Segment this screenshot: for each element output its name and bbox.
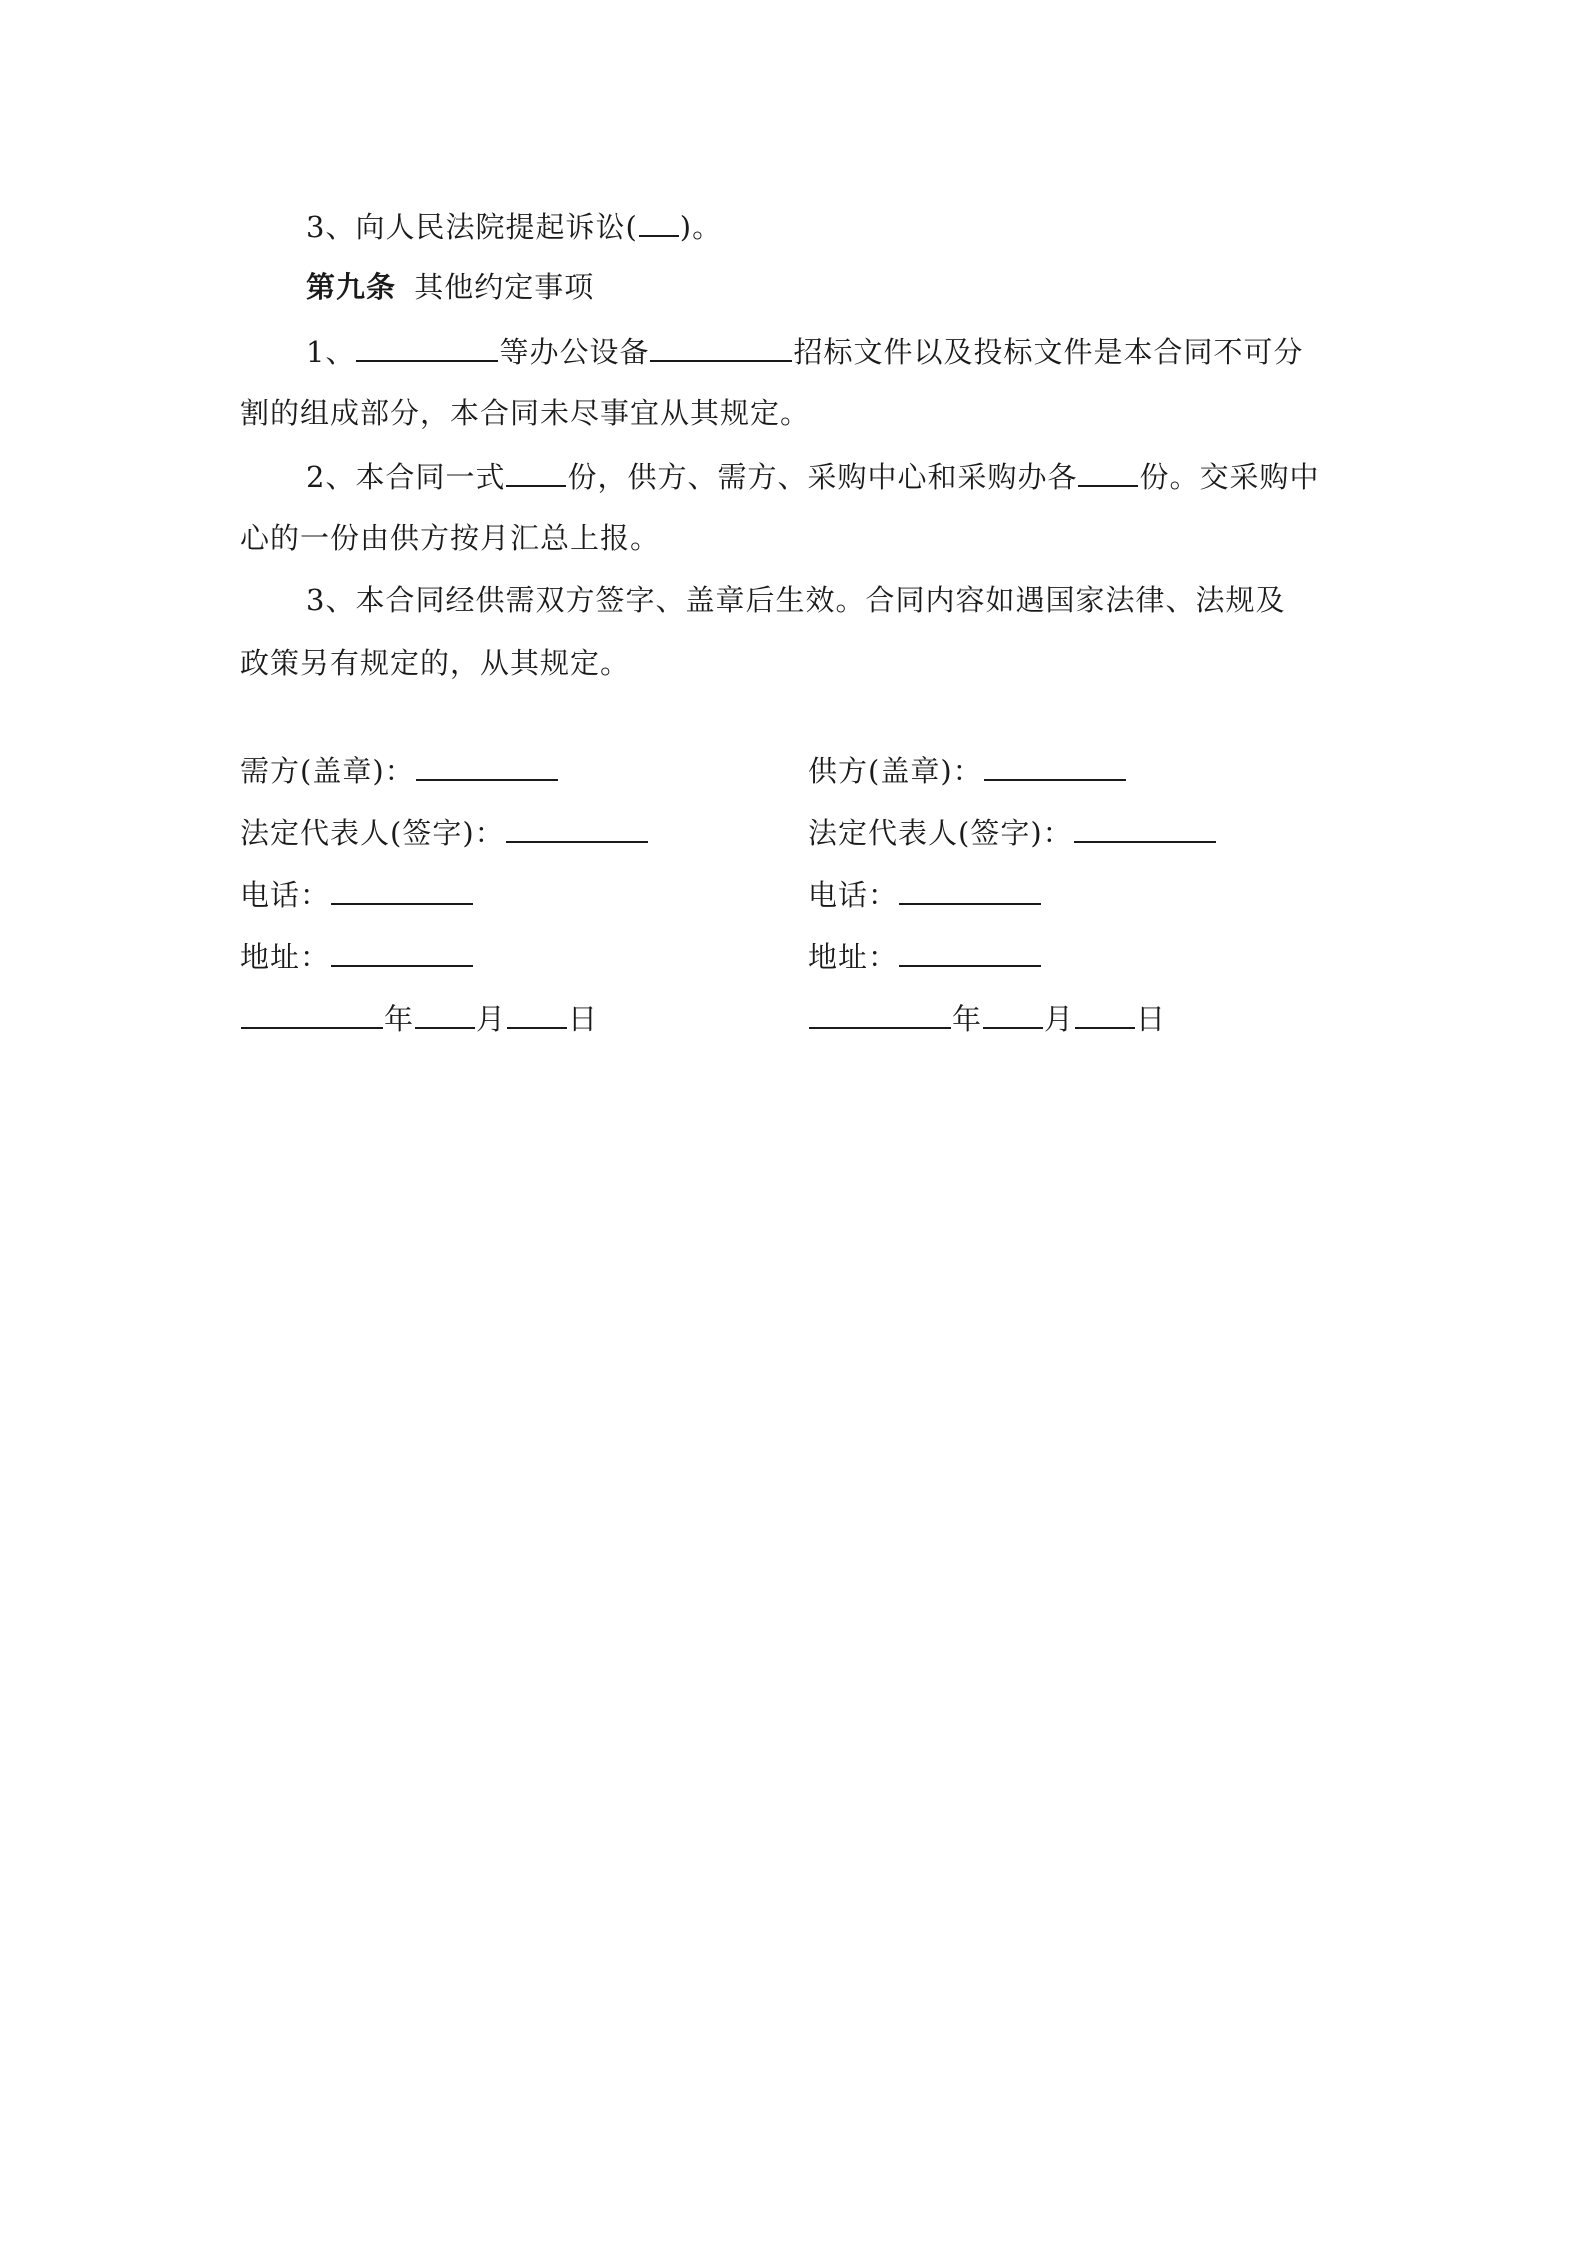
- clause9-item2-line1: [306, 455, 1319, 497]
- signature-field[interactable]: [506, 811, 648, 843]
- clause9-item3-line1: 3、本合同经供需双方签字、盖章后生效。合同内容如遇国家法律、法规及: [306, 583, 1286, 617]
- clause9-item1-tail: 招标文件以及投标文件是本合同不可分: [793, 335, 1304, 369]
- left-rep-label: 法定代表人(签字)：: [240, 816, 505, 850]
- year-field[interactable]: [809, 997, 951, 1029]
- left-phone-row: [240, 873, 474, 915]
- blank-field[interactable]: [1078, 455, 1138, 487]
- clause9-item2-mid: 份，供方、需方、采购中心和采购办各: [567, 460, 1078, 494]
- clause9-title: 其他约定事项: [414, 270, 595, 304]
- clause9-item2-line2: 心的一份由供方按月汇总上报。: [240, 521, 661, 555]
- signature-field[interactable]: [1074, 811, 1216, 843]
- right-phone-row: [808, 873, 1042, 915]
- day-field[interactable]: [1075, 997, 1135, 1029]
- right-seal-label: 供方(盖章)：: [808, 754, 983, 788]
- address-field[interactable]: [899, 935, 1041, 967]
- right-seal-row: [808, 749, 1127, 791]
- right-address-row: [808, 935, 1042, 977]
- left-rep-row: [240, 811, 649, 853]
- clause8-item3: [306, 205, 722, 247]
- right-date-row: [808, 997, 1166, 1039]
- left-date-row: [240, 997, 598, 1039]
- month-field[interactable]: [415, 997, 475, 1029]
- clause9-item1-mid: 等办公设备: [499, 335, 650, 369]
- clause8-item3-prefix: 3、向人民法院提起诉讼(: [306, 210, 638, 244]
- clause9-heading-row: [306, 267, 594, 307]
- left-phone-label: 电话：: [240, 878, 331, 912]
- right-year-label: 年: [952, 1002, 983, 1036]
- day-field[interactable]: [507, 997, 567, 1029]
- clause9-heading: 第九条: [306, 270, 397, 304]
- left-address-label: 地址：: [240, 940, 331, 974]
- clause9-item1-line1: [306, 330, 1303, 372]
- month-field[interactable]: [983, 997, 1043, 1029]
- clause9-item2-prefix: 2、本合同一式: [306, 460, 506, 494]
- blank-field[interactable]: [356, 330, 498, 362]
- signature-field[interactable]: [984, 749, 1126, 781]
- right-rep-label: 法定代表人(签字)：: [808, 816, 1073, 850]
- blank-field[interactable]: [639, 205, 679, 237]
- signature-field[interactable]: [416, 749, 558, 781]
- clause8-item3-suffix: )。: [679, 210, 723, 244]
- phone-field[interactable]: [899, 873, 1041, 905]
- blank-field[interactable]: [650, 330, 792, 362]
- left-day-label: 日: [568, 1002, 599, 1036]
- blank-field[interactable]: [506, 455, 566, 487]
- right-rep-row: [808, 811, 1217, 853]
- clause9-item3-line2: 政策另有规定的，从其规定。: [240, 646, 631, 680]
- left-address-row: [240, 935, 474, 977]
- clause9-item2-tail: 份。交采购中: [1139, 460, 1320, 494]
- clause9-item1-prefix: 1、: [306, 335, 356, 369]
- left-seal-row: [240, 749, 559, 791]
- left-year-label: 年: [384, 1002, 415, 1036]
- right-address-label: 地址：: [808, 940, 899, 974]
- right-phone-label: 电话：: [808, 878, 899, 912]
- right-day-label: 日: [1136, 1002, 1167, 1036]
- phone-field[interactable]: [331, 873, 473, 905]
- address-field[interactable]: [331, 935, 473, 967]
- right-month-label: 月: [1044, 1002, 1075, 1036]
- year-field[interactable]: [241, 997, 383, 1029]
- left-seal-label: 需方(盖章)：: [240, 754, 415, 788]
- clause9-item1-line2: 割的组成部分，本合同未尽事宜从其规定。: [240, 396, 811, 430]
- left-month-label: 月: [476, 1002, 507, 1036]
